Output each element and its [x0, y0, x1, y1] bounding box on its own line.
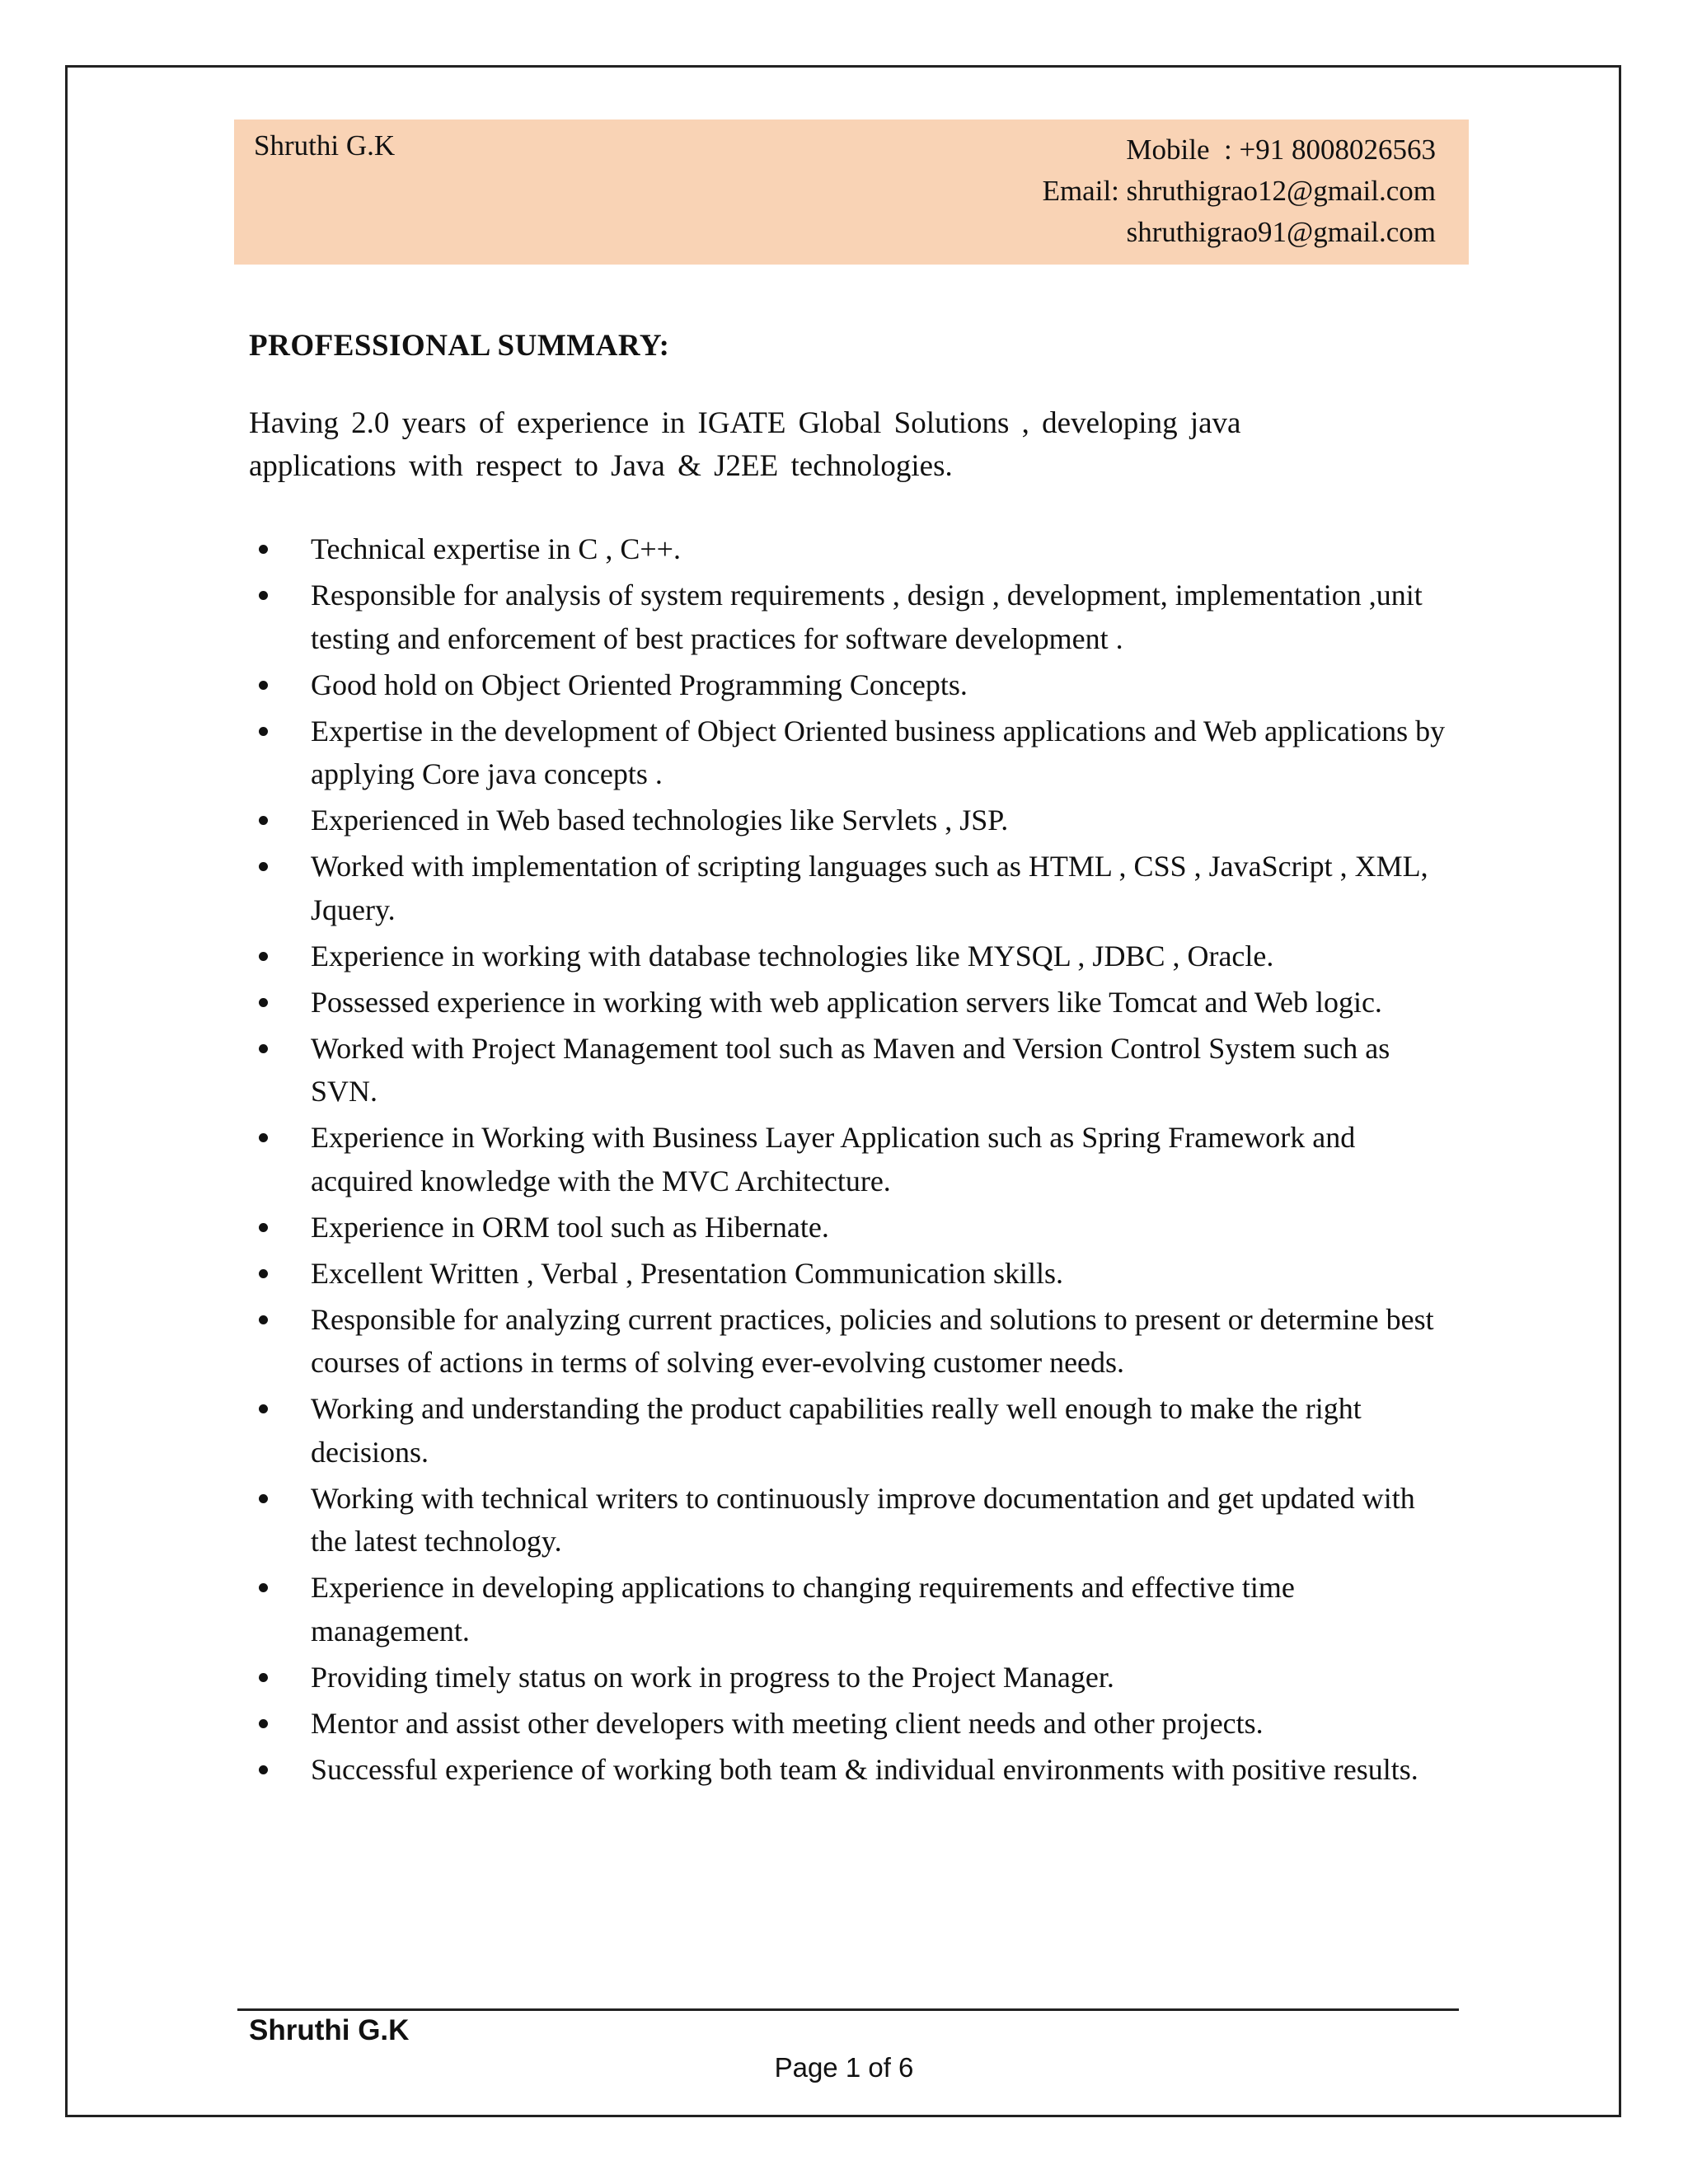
list-item — [249, 663, 1452, 707]
bullet-icon — [259, 952, 268, 961]
list-item-text: Experience in working with database technologies like MYSQL , JDBC , Oracle. — [311, 939, 1274, 972]
list-item — [249, 1027, 1452, 1113]
list-item-text: Worked with implementation of scripting languages such as HTML , CSS , JavaScript , XML, Jquery. — [311, 850, 1428, 926]
list-item-text: Working and understanding the product capabilities really well enough to make the right decisions. — [311, 1392, 1362, 1469]
list-item-text: Worked with Project Management tool such as Maven and Version Control System such as SVN. — [311, 1031, 1390, 1108]
bullet-icon — [259, 1223, 268, 1232]
bullet-icon — [259, 1404, 268, 1413]
summary-bullet-list — [249, 527, 1452, 1794]
list-item-text: Experience in ORM tool such as Hibernate. — [311, 1210, 829, 1244]
list-item — [249, 1252, 1452, 1296]
bullet-icon — [259, 591, 268, 600]
section-heading-professional-summary: PROFESSIONAL SUMMARY: — [249, 329, 670, 363]
footer-name: Shruthi G.K — [249, 2014, 410, 2046]
footer-divider — [237, 2008, 1459, 2011]
summary-intro: Having 2.0 years of experience in IGATE Global Solutions , developing java applications with respect to Java & J2EE technologies. — [249, 406, 1241, 483]
contact-block — [1043, 129, 1436, 253]
bullet-icon — [259, 862, 268, 871]
list-item-text: Experience in Working with Business Layer Application such as Spring Framework and acquired knowledge with the MVC Architecture. — [311, 1121, 1356, 1197]
list-item — [249, 1566, 1452, 1652]
bullet-icon — [259, 1719, 268, 1728]
bullet-icon — [259, 1133, 268, 1142]
email-secondary[interactable]: shruthigrao91@gmail.com — [1126, 216, 1436, 248]
list-item — [249, 1298, 1452, 1385]
list-item — [249, 845, 1452, 931]
bullet-icon — [259, 1583, 268, 1592]
list-item — [249, 935, 1452, 978]
list-item — [249, 1477, 1452, 1563]
list-item — [249, 1387, 1452, 1474]
list-item — [249, 527, 1452, 571]
list-item-text: Responsible for analyzing current practices, policies and solutions to present or determine best courses of actions in terms of solving ever-evolving customer needs. — [311, 1302, 1434, 1379]
list-item — [249, 574, 1452, 660]
bullet-icon — [259, 1269, 268, 1278]
list-item-text: Responsible for analysis of system requirements , design , development, implementation ,unit testing and enforcement of best practices for software development . — [311, 579, 1423, 655]
list-item-text: Working with technical writers to continuously improve documentation and get updated with the latest technology. — [311, 1481, 1415, 1558]
bullet-icon — [259, 545, 268, 554]
list-item — [249, 710, 1452, 796]
bullet-icon — [259, 1044, 268, 1053]
list-item-text: Mentor and assist other developers with meeting client needs and other projects. — [311, 1706, 1264, 1740]
list-item — [249, 981, 1452, 1024]
candidate-name: Shruthi G.K — [254, 129, 396, 162]
list-item-text: Expertise in the development of Object Oriented business applications and Web applications by applying Core java concepts . — [311, 714, 1446, 790]
bullet-icon — [259, 816, 268, 825]
list-item — [249, 1748, 1452, 1792]
list-item — [249, 1702, 1452, 1746]
header-band — [234, 120, 1469, 265]
bullet-icon — [259, 1315, 268, 1324]
list-item — [249, 1116, 1452, 1202]
mobile-number: Mobile : +91 8008026563 — [1126, 134, 1436, 166]
list-item-text: Providing timely status on work in progress to the Project Manager. — [311, 1660, 1114, 1694]
list-item-text: Successful experience of working both team & individual environments with positive results. — [311, 1752, 1418, 1786]
bullet-icon — [259, 998, 268, 1007]
list-item-text: Possessed experience in working with web application servers like Tomcat and Web logic. — [311, 985, 1382, 1019]
list-item-text: Experienced in Web based technologies like Servlets , JSP. — [311, 804, 1009, 837]
bullet-icon — [259, 1765, 268, 1774]
list-item-text: Experience in developing applications to changing requirements and effective time management. — [311, 1571, 1295, 1647]
list-item-text: Excellent Written , Verbal , Presentation Communication skills. — [311, 1256, 1064, 1290]
list-item — [249, 799, 1452, 842]
list-item — [249, 1656, 1452, 1699]
bullet-icon — [259, 727, 268, 736]
page-number: Page 1 of 6 — [774, 2052, 914, 2083]
email-primary[interactable]: Email: shruthigrao12@gmail.com — [1042, 175, 1436, 207]
list-item-text: Technical expertise in C , C++. — [311, 532, 681, 565]
bullet-icon — [259, 1673, 268, 1682]
list-item — [249, 1206, 1452, 1249]
list-item-text: Good hold on Object Oriented Programming Concepts. — [311, 668, 968, 701]
bullet-icon — [259, 681, 268, 690]
bullet-icon — [259, 1494, 268, 1503]
